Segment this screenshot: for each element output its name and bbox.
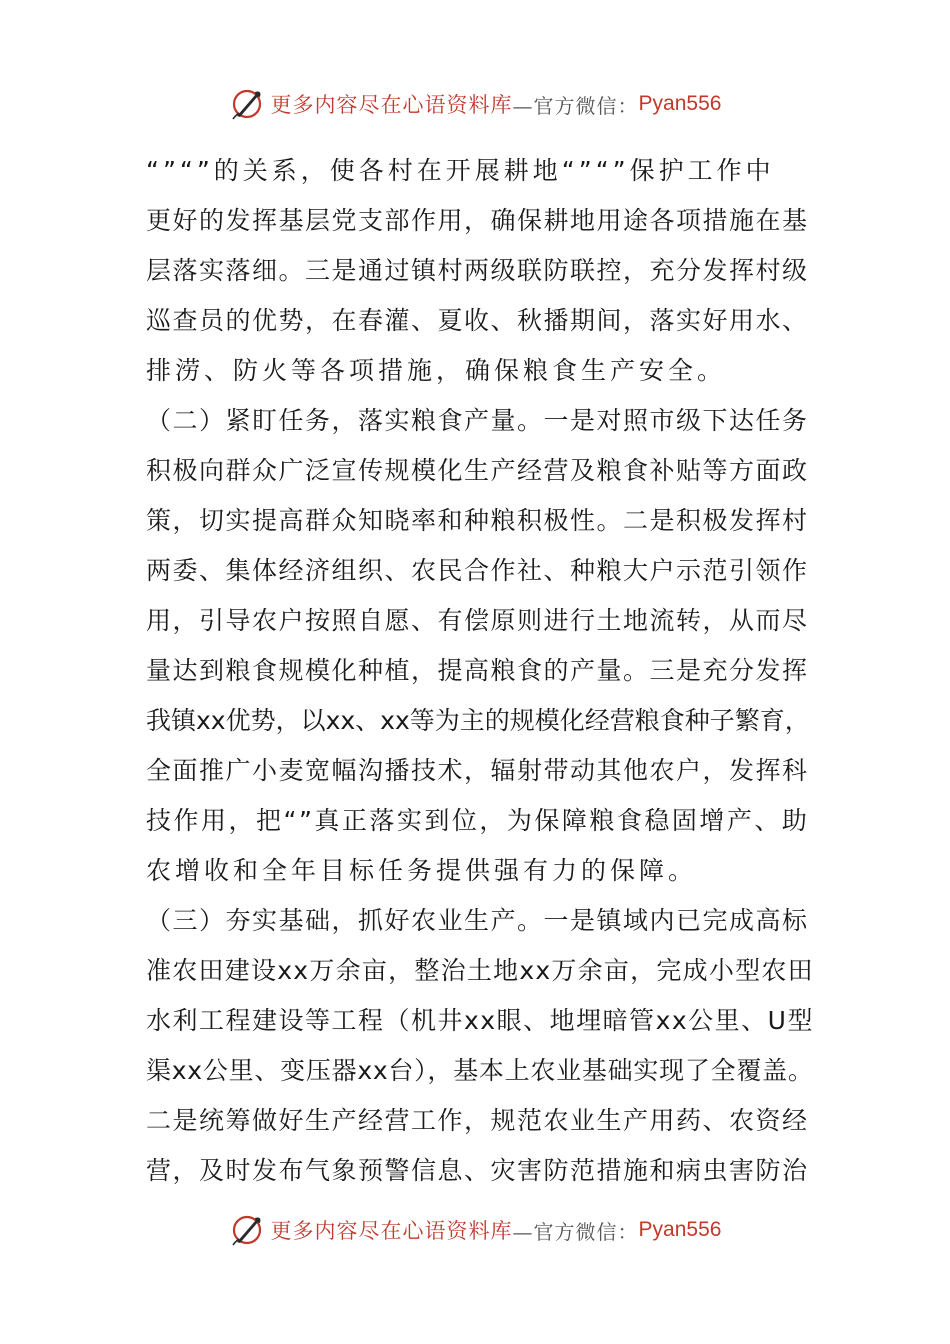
text-line: 渠xx公里、变压器xx台），基本上农业基础实现了全覆盖。 <box>146 1056 814 1085</box>
text-line: （三）夯实基础，抓好农业生产。一是镇域内已完成高标 <box>146 906 809 935</box>
text-line: 二是统筹做好生产经营工作，规范农业生产用药、农资经 <box>146 1106 809 1135</box>
watermark-site-name: 更多内容尽在心语资料库 <box>270 93 513 117</box>
text-line: 用，引导农户按照自愿、有偿原则进行土地流转，从而尽 <box>146 606 809 635</box>
text-line: 技作用，把“”真正落实到位，为保障粮食稳固增产、助 <box>146 806 810 835</box>
watermark-wechat-id: Pyan556 <box>638 92 722 115</box>
text-line: 层落实落细。三是通过镇村两级联防联控，充分发挥村级 <box>146 256 809 285</box>
text-line: 策，切实提高群众知晓率和种粮积极性。二是积极发挥村 <box>146 506 809 535</box>
watermark-footer <box>0 1210 950 1250</box>
text-line: 水利工程建设等工程（机井xx眼、地埋暗管xx公里、U型 <box>146 1006 814 1035</box>
text-line: “”“”的关系，使各村在开展耕地“”“”保护工作中 <box>146 156 775 185</box>
text-line: （二）紧盯任务，落实粮食产量。一是对照市级下达任务 <box>146 406 809 435</box>
text-line: 更好的发挥基层党支部作用，确保耕地用途各项措施在基 <box>146 206 809 235</box>
text-line: 我镇xx优势，以xx、xx等为主的规模化经营粮食种子繁育， <box>146 706 810 735</box>
quill-logo-icon <box>229 86 265 122</box>
watermark-wechat-id: Pyan556 <box>638 1218 722 1241</box>
watermark-official-label: —官方微信： <box>512 93 639 118</box>
text-line: 准农田建设xx万余亩，整治土地xx万余亩，完成小型农田 <box>146 956 814 985</box>
text-line: 积极向群众广泛宣传规模化生产经营及粮食补贴等方面政 <box>146 456 809 485</box>
text-line: 两委、集体经济组织、农民合作社、种粮大户示范引领作 <box>146 556 809 585</box>
text-line: 排涝、防火等各项措施，确保粮食生产安全。 <box>146 356 727 385</box>
quill-logo-icon <box>229 1212 265 1248</box>
watermark-official-label: —官方微信： <box>512 1219 639 1244</box>
text-line: 农增收和全年目标任务提供强有力的保障。 <box>146 856 698 885</box>
watermark-header <box>0 84 950 124</box>
text-line: 全面推广小麦宽幅沟播技术，辐射带动其他农户，发挥科 <box>146 756 809 785</box>
body-text <box>146 146 814 1196</box>
watermark-site-name: 更多内容尽在心语资料库 <box>270 1219 513 1243</box>
text-line: 巡查员的优势，在春灌、夏收、秋播期间，落实好用水、 <box>146 306 809 335</box>
text-line: 营，及时发布气象预警信息、灾害防范措施和病虫害防治 <box>146 1156 809 1185</box>
text-line: 量达到粮食规模化种植，提高粮食的产量。三是充分发挥 <box>146 656 809 685</box>
